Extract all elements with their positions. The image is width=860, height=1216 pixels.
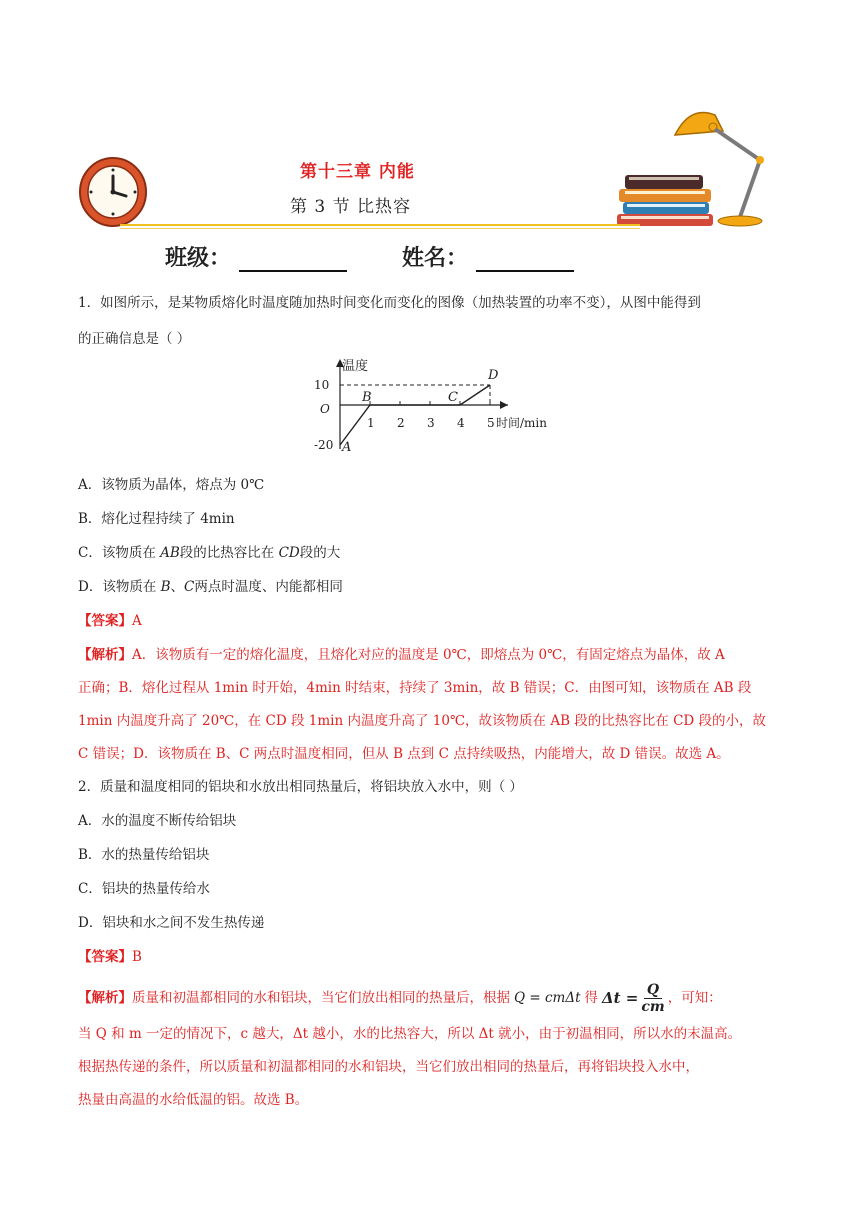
- x-tick-label: 3: [427, 416, 435, 430]
- name-label: 姓名：: [402, 246, 469, 271]
- point-label-d: D: [488, 368, 499, 383]
- header-rule-thin: [120, 228, 640, 229]
- q2-analysis: [78, 978, 798, 1117]
- q2-analysis-line4: 热量由高温的水给低温的铝。故选 B。: [78, 1092, 309, 1108]
- q2-answer: [78, 940, 798, 974]
- q2-stem: 2．质量和温度相同的铝块和水放出相同热量后，将铝块放入水中，则（ ）: [78, 779, 523, 795]
- x-tick-label: 5: [487, 416, 495, 430]
- q1-stem-line1: 1．如图所示，是某物质熔化时温度随加热时间变化而变化的图像（加热装置的功率不变），从图中能得到: [78, 295, 701, 311]
- name-blank[interactable]: [476, 252, 574, 272]
- q1-answer-label: 【答案】: [78, 613, 132, 629]
- y-tick-label: -20: [314, 438, 334, 452]
- q2-option-b[interactable]: B．水的热量传给铝块: [78, 847, 210, 863]
- point-label-c: C: [448, 390, 458, 405]
- q2-analysis-text1: 质量和初温都相同的水和铝块，当它们放出相同的热量后，根据: [132, 990, 510, 1006]
- q1-analysis: [78, 639, 798, 771]
- q1-option-d[interactable]: [78, 570, 798, 604]
- opt-c-text1: C．该物质在: [78, 545, 161, 561]
- class-name-line: [165, 241, 574, 272]
- opt-c-cd: CD: [278, 545, 300, 561]
- opt-c-text2: 段的比热容比在: [179, 545, 279, 561]
- q1-answer: [78, 604, 798, 638]
- opt-d-c: C: [184, 579, 195, 595]
- q1-analysis-line1: [78, 639, 798, 672]
- q2-option-c[interactable]: C．铝块的热量传给水: [78, 881, 210, 897]
- q1-options: [78, 468, 798, 771]
- x-axis-arrow: [500, 401, 508, 409]
- section-title: 第 3 节 比热容: [290, 197, 412, 217]
- q2-analysis-label: 【解析】: [78, 990, 132, 1006]
- q2-block: [78, 770, 798, 1117]
- opt-d-text1: D．该物质在: [78, 579, 161, 595]
- x-tick-label: 1: [367, 416, 375, 430]
- q2-option-d[interactable]: D．铝块和水之间不发生热传递: [78, 915, 265, 931]
- chapter-title: 第十三章 内能: [300, 162, 415, 182]
- q2-analysis-line2: 当 Q 和 m 一定的情况下，c 越大，Δt 越小，水的比热容大，所以 Δt 就小，由于初温相同，所以水的末温高。: [78, 1026, 742, 1042]
- point-label-a: A: [342, 440, 352, 455]
- x-tick-label: 4: [457, 416, 465, 430]
- books-lamp-icon: [615, 105, 795, 230]
- q1-stem-line2: 的正确信息是（ ）: [78, 331, 191, 347]
- class-blank[interactable]: [239, 252, 347, 272]
- opt-d-sep: 、: [170, 579, 185, 595]
- formula-q-cmdt: Q = cmΔt: [514, 990, 581, 1006]
- q1-option-a[interactable]: A．该物质为晶体，熔点为 0℃: [78, 477, 265, 493]
- q1-analysis-line3: 1min 内温度升高了 20℃，在 CD 段 1min 内温度升高了 10℃，故该物质在 AB 段的比热容比在 CD 段的小，故: [78, 713, 767, 729]
- q1-option-b[interactable]: B．熔化过程持续了 4min: [78, 511, 235, 527]
- q1-analysis-line4: C 错误；D．该物质在 B、C 两点时温度相同，但从 B 点到 C 点持续吸热，内能增大，故 D 错误。故选 A。: [78, 746, 730, 762]
- x-axis-label: 时间/min: [496, 416, 547, 430]
- opt-c-ab: AB: [160, 545, 180, 561]
- clock-icon: [78, 150, 148, 230]
- q2-analysis-line3: 根据热传递的条件，所以质量和初温都相同的水和铝块，当它们放出相同的热量后，再将铝块投入水中，: [78, 1059, 699, 1075]
- y-axis-label: 温度: [342, 359, 369, 374]
- formula-numerator: Q: [644, 982, 662, 999]
- q1-analysis-text1: A．该物质有一定的熔化温度，且熔化对应的温度是 0℃，即熔点为 0℃，有固定熔点为晶体，故 A: [132, 647, 725, 663]
- q1-option-c[interactable]: [78, 536, 798, 570]
- header-rule: [120, 224, 640, 226]
- y-tick-label: O: [320, 402, 330, 416]
- class-label: 班级：: [165, 246, 232, 271]
- q2-answer-value: B: [132, 949, 142, 965]
- formula-fraction: [641, 982, 664, 1015]
- opt-d-text2: 两点时温度、内能都相同: [194, 579, 343, 595]
- q1-stem: [78, 292, 798, 350]
- temperature-time-chart: [300, 355, 560, 463]
- y-tick-label: 10: [314, 378, 330, 392]
- point-label-b: B: [362, 390, 372, 405]
- q2-analysis-text1b: ，可知：: [667, 990, 722, 1006]
- formula-dt-lhs: Δt =: [602, 989, 639, 1007]
- q2-answer-label: 【答案】: [78, 949, 132, 965]
- q2-analysis-line1: [78, 978, 798, 1018]
- q1-answer-value: A: [132, 613, 142, 629]
- x-tick-label: 2: [397, 416, 405, 430]
- formula-denominator: cm: [641, 998, 665, 1015]
- opt-c-text3: 段的大: [299, 545, 341, 561]
- q1-analysis-label: 【解析】: [78, 647, 132, 663]
- opt-d-b: B: [160, 579, 171, 595]
- q2-option-a[interactable]: A．水的温度不断传给铝块: [78, 813, 237, 829]
- q1-analysis-line2: 正确；B．熔化过程从 1min 时开始，4min 时结束，持续了 3min，故 B 错误；C．由图可知，该物质在 AB 段: [78, 680, 752, 696]
- formula-de: 得: [584, 990, 598, 1006]
